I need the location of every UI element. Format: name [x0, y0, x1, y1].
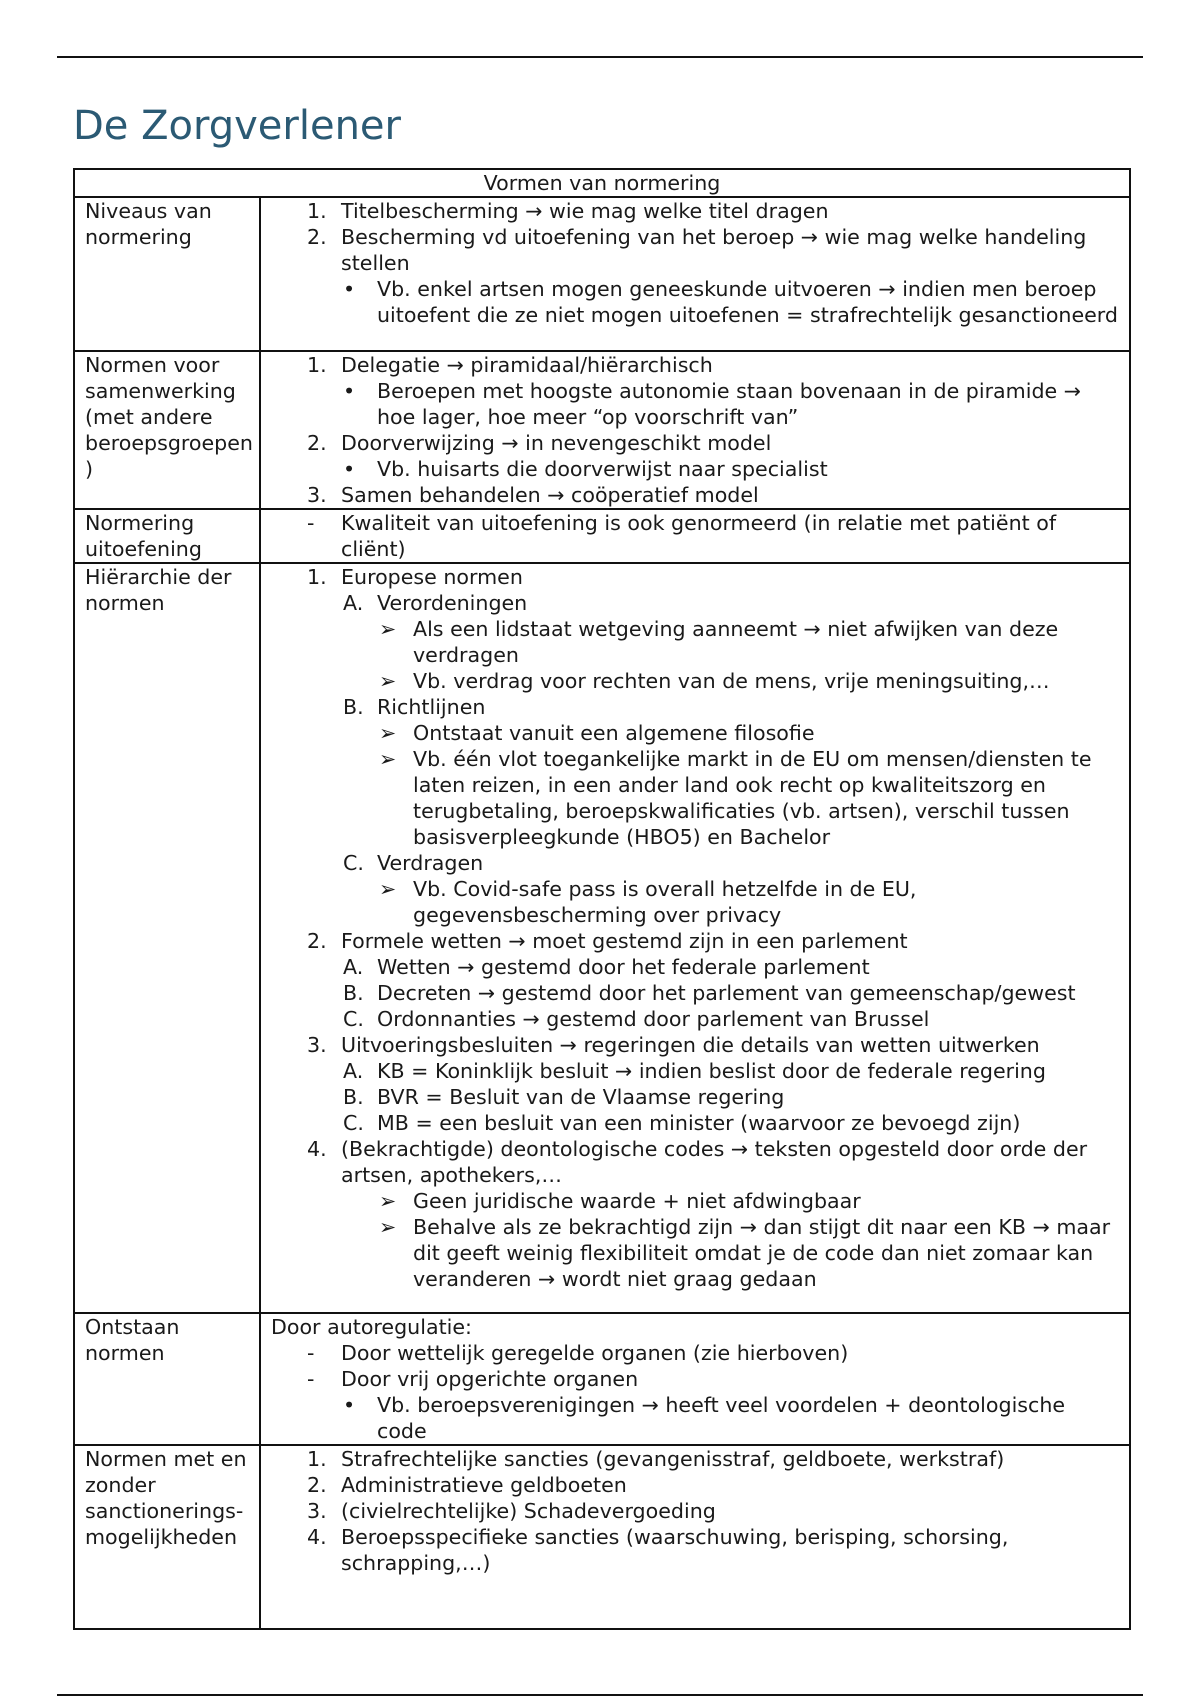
list-item-text: Ordonnanties → gestemd door parlement van Brussel [377, 1007, 930, 1031]
list-item [307, 352, 1119, 378]
row-label: Normen met en zonder sanctionerings-mogelijkheden [74, 1445, 260, 1629]
list-item-text: Wetten → gestemd door het federale parlement [377, 955, 870, 979]
list-item [341, 980, 1119, 1006]
list-item [341, 876, 1119, 928]
list-item-text: Vb. één vlot toegankelijke markt in de EU om mensen/diensten te laten reizen, in een ander land ook recht op kwaliteitszorg en terugbetaling, beroepskwalificaties (vb. artsen), verschil tussen basisverpleegkunde (HBO5) en Bachelor [413, 747, 1092, 849]
table-row [74, 351, 1130, 509]
list-item-text: Delegatie → piramidaal/hiërarchisch [341, 353, 713, 377]
list-marker: C. [343, 1111, 364, 1135]
list-item [307, 1136, 1119, 1188]
list-item [341, 1188, 1119, 1214]
list-item-text: (Bekrachtigde) deontologische codes → teksten opgesteld door orde der artsen, apothekers,… [341, 1137, 1088, 1187]
list-item-text: Samen behandelen → coöperatief model [341, 483, 759, 507]
list-item-text: Geen juridische waarde + niet afdwingbaar [413, 1189, 861, 1213]
list-item-text: Bescherming vd uitoefening van het beroep → wie mag welke handeling stellen [341, 225, 1087, 275]
row-label: Ontstaan normen [74, 1313, 260, 1445]
list-marker: 2. [307, 1473, 327, 1497]
list-item [307, 928, 1119, 954]
list-marker: 1. [307, 1447, 327, 1471]
list [261, 510, 1129, 562]
list-marker: • [343, 379, 356, 403]
list-marker: 2. [307, 431, 327, 455]
list-item-text: (civielrechtelijke) Schadevergoeding [341, 1499, 716, 1523]
list-marker: ➢ [379, 877, 397, 901]
list-item [307, 1498, 1119, 1524]
list-item [307, 198, 1119, 224]
list-marker: ➢ [379, 617, 397, 641]
list-marker: A. [343, 591, 364, 615]
list-marker: C. [343, 851, 364, 875]
list-item-text: Doorverwijzing → in nevengeschikt model [341, 431, 772, 455]
list-item [341, 694, 1119, 720]
list-item-text: Formele wetten → moet gestemd zijn in een parlement [341, 929, 908, 953]
list-marker: 2. [307, 225, 327, 249]
list-item [341, 1084, 1119, 1110]
norms-table [73, 168, 1131, 1630]
list-marker: 1. [307, 565, 327, 589]
list-item [307, 482, 1119, 508]
list-marker: B. [343, 1085, 364, 1109]
list-item-text: Uitvoeringsbesluiten → regeringen die details van wetten uitwerken [341, 1033, 1040, 1057]
list-item-text: Vb. Covid-safe pass is overall hetzelfde in de EU, gegevensbescherming over privacy [413, 877, 917, 927]
list-item-text: KB = Koninklijk besluit → indien beslist door de federale regering [377, 1059, 1046, 1083]
list-item-text: Titelbescherming → wie mag welke titel dragen [341, 199, 829, 223]
list-marker: ➢ [379, 721, 397, 745]
list-item-text: Vb. huisarts die doorverwijst naar specialist [377, 457, 828, 481]
list-item-text: Beroepsspecifieke sancties (waarschuwing, berisping, schorsing, schrapping,…) [341, 1525, 1009, 1575]
row-content [260, 351, 1130, 509]
list-item-text: Beroepen met hoogste autonomie staan bovenaan in de piramide → hoe lager, hoe meer “op voorschrift van” [377, 379, 1081, 429]
list-item [341, 954, 1119, 980]
list-item [341, 668, 1119, 694]
list-item-text: Vb. enkel artsen mogen geneeskunde uitvoeren → indien men beroep uitoefent die ze niet mogen uitoefenen = strafrechtelijk gesanctioneerd [377, 277, 1118, 327]
list-item-text: Ontstaat vanuit een algemene filosofie [413, 721, 815, 745]
list-item [341, 1006, 1119, 1032]
list-item [341, 850, 1119, 876]
list-item-text: Decreten → gestemd door het parlement van gemeenschap/gewest [377, 981, 1076, 1005]
list-item-text: MB = een besluit van een minister (waarvoor ze bevoegd zijn) [377, 1111, 1021, 1135]
list-marker: A. [343, 955, 364, 979]
list-item [341, 456, 1119, 482]
table-row [74, 197, 1130, 351]
list-marker: 3. [307, 483, 327, 507]
list-item-text: Vb. verdrag voor rechten van de mens, vrije meningsuiting,… [413, 669, 1050, 693]
list-item-text: Verdragen [377, 851, 484, 875]
list-marker: C. [343, 1007, 364, 1031]
list-item-text: BVR = Besluit van de Vlaamse regering [377, 1085, 785, 1109]
list-marker: • [343, 457, 356, 481]
list [261, 564, 1129, 1292]
list-marker: 3. [307, 1033, 327, 1057]
list-item [341, 746, 1119, 850]
table-row [74, 1445, 1130, 1629]
row-content [260, 197, 1130, 351]
list-item [307, 224, 1119, 276]
row-label: Hiërarchie der normen [74, 563, 260, 1313]
list-item [307, 1524, 1119, 1576]
list-marker: • [343, 277, 356, 301]
list-marker: 3. [307, 1499, 327, 1523]
list [261, 198, 1129, 328]
row-content [260, 563, 1130, 1313]
list-item [341, 1058, 1119, 1084]
row-content [260, 1313, 1130, 1445]
list-item [341, 720, 1119, 746]
list-item [341, 1392, 1119, 1444]
list [261, 1446, 1129, 1576]
table-row [74, 1313, 1130, 1445]
row-content [260, 1445, 1130, 1629]
list-marker: ➢ [379, 1189, 397, 1213]
top-rule [57, 56, 1143, 58]
table-row [74, 563, 1130, 1313]
list-item [307, 1032, 1119, 1058]
list-marker: - [307, 1367, 315, 1391]
list-item-text: Door vrij opgerichte organen [341, 1367, 639, 1391]
list-marker: - [307, 511, 315, 535]
list-item [271, 1314, 1119, 1340]
list-marker: B. [343, 981, 364, 1005]
row-label: Normen voor samenwerking (met andere beroepsgroepen) [74, 351, 260, 509]
list-marker: 4. [307, 1137, 327, 1161]
list-item-text: Strafrechtelijke sancties (gevangenisstraf, geldboete, werkstraf) [341, 1447, 1005, 1471]
list-item-text: Door autoregulatie: [271, 1315, 472, 1339]
list-item [341, 616, 1119, 668]
list-marker: • [343, 1393, 356, 1417]
list-marker: 2. [307, 929, 327, 953]
list-item [341, 276, 1119, 328]
list-item [307, 1472, 1119, 1498]
list [261, 1314, 1129, 1444]
list-item-text: Behalve als ze bekrachtigd zijn → dan stijgt dit naar een KB → maar dit geeft weinig flexibiliteit omdat je de code dan niet zomaar kan veranderen → wordt niet graag gedaan [413, 1215, 1111, 1291]
list-marker: - [307, 1341, 315, 1365]
table-header-row [74, 169, 1130, 197]
list-marker: ➢ [379, 747, 397, 771]
row-label: Niveaus van normering [74, 197, 260, 351]
list-item-text: Richtlijnen [377, 695, 486, 719]
list-item-text: Vb. beroepsverenigingen → heeft veel voordelen + deontologische code [377, 1393, 1066, 1443]
list-item [307, 564, 1119, 590]
list-marker: 4. [307, 1525, 327, 1549]
page-title: De Zorgverlener [73, 103, 401, 149]
list-item [341, 590, 1119, 616]
list-marker: B. [343, 695, 364, 719]
list-marker: ➢ [379, 1215, 397, 1239]
list-item [341, 1110, 1119, 1136]
list-item-text: Administratieve geldboeten [341, 1473, 627, 1497]
bottom-rule [57, 1694, 1143, 1696]
row-content [260, 509, 1130, 563]
list-item [341, 1214, 1119, 1292]
list-marker: ➢ [379, 669, 397, 693]
list-item [307, 1366, 1119, 1392]
table-header: Vormen van normering [74, 169, 1130, 197]
list-item [307, 1446, 1119, 1472]
list-marker: 1. [307, 353, 327, 377]
list-item [307, 1340, 1119, 1366]
list-item [307, 430, 1119, 456]
list-item-text: Als een lidstaat wetgeving aanneemt → niet afwijken van deze verdragen [413, 617, 1059, 667]
list-item-text: Kwaliteit van uitoefening is ook genormeerd (in relatie met patiënt of cliënt) [341, 511, 1057, 561]
table-row [74, 509, 1130, 563]
row-label: Normering uitoefening [74, 509, 260, 563]
list [261, 352, 1129, 508]
list-item [341, 378, 1119, 430]
list-item [307, 510, 1119, 562]
list-item-text: Verordeningen [377, 591, 528, 615]
list-item-text: Europese normen [341, 565, 523, 589]
list-marker: A. [343, 1059, 364, 1083]
list-marker: 1. [307, 199, 327, 223]
list-item-text: Door wettelijk geregelde organen (zie hierboven) [341, 1341, 849, 1365]
